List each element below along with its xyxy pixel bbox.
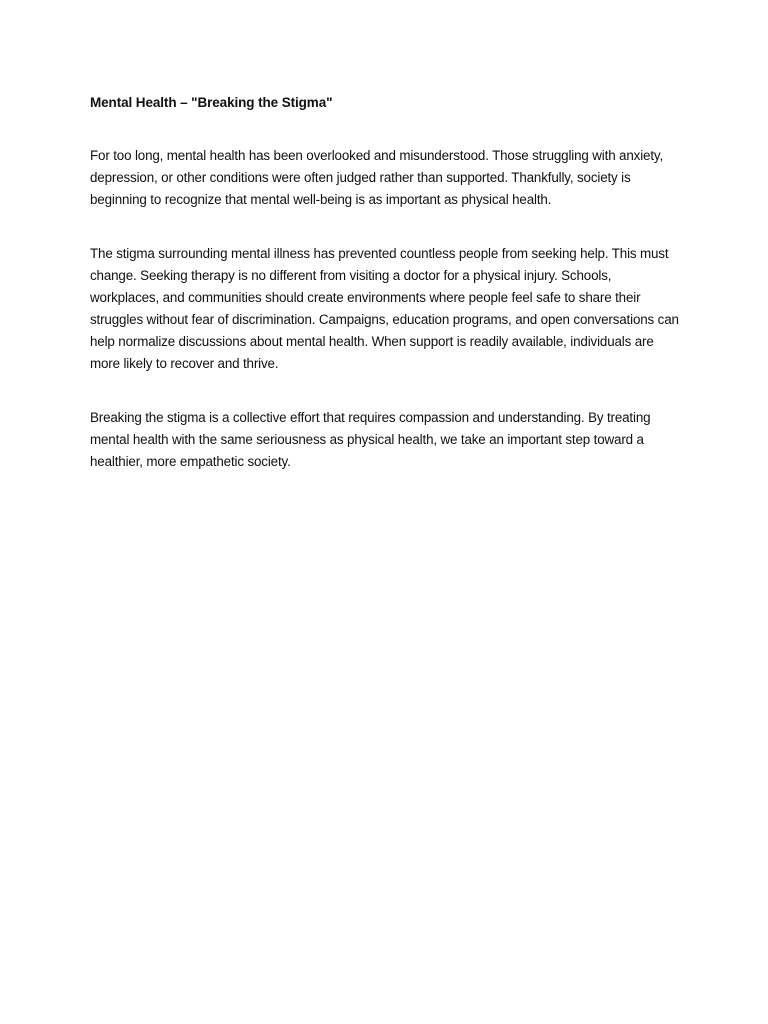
paragraph-3: Breaking the stigma is a collective effort that requires compassion and understanding. By treating mental health with the same seriousness as physical health, we take an important step toward a healthier, more empathetic society. [90,410,651,469]
paragraph-1: For too long, mental health has been overlooked and misunderstood. Those struggling with anxiety, depression, or other conditions were often judged rather than supported. Thankfully, society is beginning to recognize that mental well-being is as important as physical health. [90,148,664,207]
paragraph-2: The stigma surrounding mental illness has prevented countless people from seeking help. This must change. Seeking therapy is no different from visiting a doctor for a physical injury. Schools, workplaces, and communities should create environments where people feel safe to share their struggles without fear of discrimination. Campaigns, education programs, and open conversations can help normalize discussions about mental health. When support is readily available, individuals are more likely to recover and thrive. [90,246,679,371]
document-page [90,93,682,473]
document-title: Mental Health – "Breaking the Stigma" [90,95,333,110]
